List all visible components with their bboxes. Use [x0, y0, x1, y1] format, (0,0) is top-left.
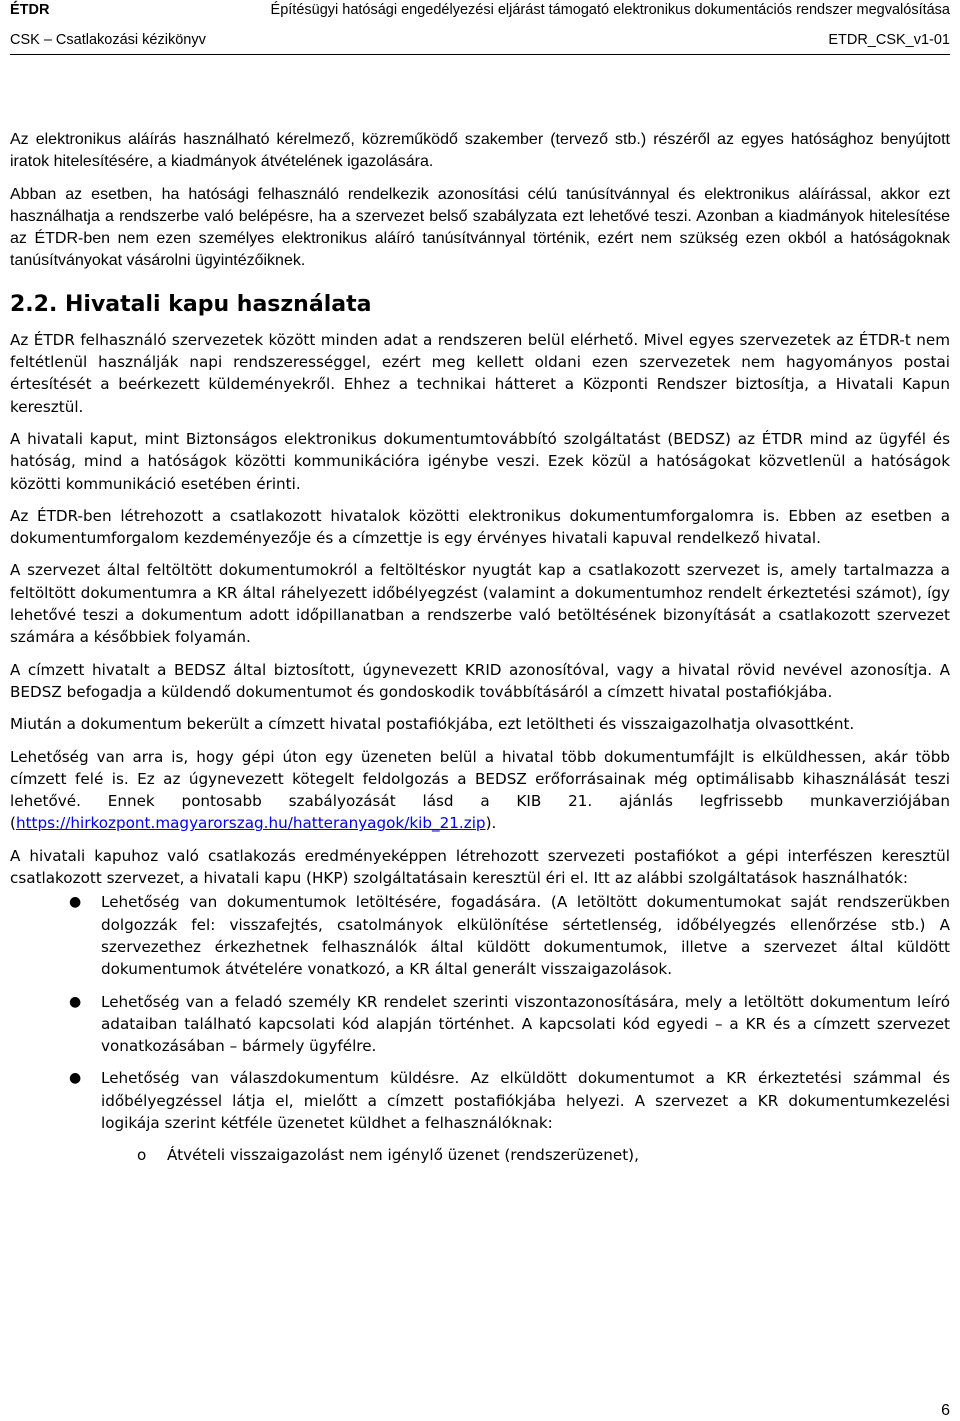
kib-21-link[interactable]: https://hirkozpont.magyarorszag.hu/hatteranyagok/kib_21.zip	[15, 814, 486, 833]
paragraph-electronic-signature: Az elektronikus aláírás használható kérelmező, közreműködő szakember (tervező stb.) részéről az egyes hatósághoz benyújtott iratok hitelesítésére, a kiadmányok átvételének igazolására.	[10, 131, 950, 171]
header-document-title: Építésügyi hatósági engedélyezési eljárást támogató elektronikus dokumentációs rendszer megvalósítása	[270, 2, 950, 18]
paragraph-bedsz: A hivatali kaput, mint Biztonságos elektronikus dokumentumtovábbító szolgáltatást (BEDSZ) az ÉTDR mind az ügyfél és hatóság, mind a hatóságok közötti kommunikációra igénybe veszi. Ezek közül a hatóságokat közvetlenül a hatóságok közötti kommunikáció esetében érinti.	[10, 429, 950, 493]
paragraph-services-intro: A hivatali kapuhoz való csatlakozás eredményeképpen létrehozott szervezeti postafiókot a gépi interfészen keresztül csatlakozott szervezet, a hivatali kapu (HKP) szolgáltatásain keresztül éri el. Itt az alábbi szolgáltatások használhatók:	[10, 846, 950, 888]
paren-open: (	[10, 814, 16, 833]
bullet-icon: ●	[69, 993, 82, 1010]
header-manual-name: CSK – Csatlakozási kézikönyv	[10, 32, 206, 48]
header-row-top	[10, 2, 950, 18]
list-item	[10, 991, 950, 1058]
batch-processing-text: Lehetőség van arra is, hogy gépi úton egy üzeneten belül a hivatal több dokumentumfájlt is elküldhessen, akár több címzett felé is. Ez az úgynevezett kötegelt feldolgozás a BEDSZ erőforrásainak még optimálisabb kihasználását teszi lehetővé. Ennek pontosabb szabályozását lásd a KIB 21. ajánlás legfrissebb munkaverziójában	[10, 747, 950, 811]
bullet-icon: ●	[69, 1070, 82, 1087]
header-divider	[10, 54, 950, 55]
paragraph-authority-user-certificate: Abban az esetben, ha hatósági felhasználó rendelkezik azonosítási célú tanúsítvánnyal és elektronikus aláírással, akkor ezt használhatja a rendszerbe való belépésre, ha a szervezet belső szabályzata ezt lehetővé teszi. Azonban a kiadmányok hitelesítése az ÉTDR-ben nem ezen személyes elektronikus aláíró tanúsítvánnyal történik, ezért nem szükség ezen okból a hatóságoknak tanúsítványokat vásárolni ügyintézőiknek.	[10, 185, 950, 270]
page-number: 6	[941, 1402, 950, 1419]
header-row-bottom	[10, 32, 950, 48]
circle-bullet-icon: o	[137, 1146, 147, 1165]
list-item	[10, 1067, 950, 1134]
bullet-icon: ●	[69, 894, 82, 911]
sub-list-item	[10, 1144, 950, 1166]
services-list	[10, 891, 950, 1134]
list-item-text: Lehetőség van dokumentumok letöltésére, fogadására. (A letöltött dokumentumokat saját rendszerükben dolgozzák fel: visszafejtés, csatolmányok elkülönítése sértetlenség, időbélyegzés ellenőrzése stb.) A szervezethez érkezhetnek felhasználók által küldött dokumentumok, illetve a szervezet által küldött dokumentumok átvételére vonatkozó, a KR által generált visszaigazolások.	[101, 893, 950, 979]
sub-list-item-text: Átvételi visszaigazolást nem igénylő üzenet (rendszerüzenet),	[167, 1146, 639, 1165]
section-heading: 2.2. Hivatali kapu használata	[10, 291, 372, 317]
list-item-text: Lehetőség van a feladó személy KR rendelet szerinti viszontazonosítására, mely a letöltött dokumentum leíró adataiban található kapcsolati kód alapján történhet. A kapcsolati kód egyedi – a KR és a címzett szervezet vonatkozásában – bármely ügyfélre.	[101, 992, 950, 1056]
paragraph-upload-receipt: A szervezet által feltöltött dokumentumokról a feltöltéskor nyugtát kap a csatlakozott szervezet is, amely tartalmazza a feltöltött dokumentumra a KR által ráhelyezett időbélyegzést (valamint a dokumentumhoz rendelt érkeztetési számot), így lehetővé teszi a dokumentum adott időpillanatban a rendszerbe való betöltésének bizonyítását a csatlakozott szervezet számára a későbbiek folyamán.	[10, 561, 950, 647]
paragraph-hivatali-kapu-intro: Az ÉTDR felhasználó szervezetek között minden adat a rendszeren belül elérhető. Mivel egyes szervezetek az ÉTDR-t nem feltétlenül használják napi rendszerességgel, ezért meg kellett oldani ezen szervezetek nem hagyományos postai értesítését a beérkezett küldeményekről. Ehhez a technikai hátteret a Központi Rendszer biztosítja, a Hivatali Kapun keresztül.	[10, 330, 950, 416]
paren-close: ).	[485, 814, 497, 833]
page-content	[10, 129, 950, 1167]
list-item	[10, 891, 950, 980]
message-types-list	[10, 1144, 950, 1166]
paragraph-mailbox-download: Miután a dokumentum bekerült a címzett hivatal postafiókjába, ezt letöltheti és visszaigazolhatja olvasottként.	[10, 715, 855, 734]
header-document-id: ETDR_CSK_v1-01	[828, 32, 950, 48]
paragraph-batch-processing	[10, 746, 950, 835]
paragraph-recipient-identification: A címzett hivatalt a BEDSZ által biztosított, úgynevezett KRID azonosítóval, vagy a hivatal rövid nevével azonosítja. A BEDSZ befogadja a küldendő dokumentumot és gondoskodik továbbításáról a címzett hivatal postafiókjába.	[10, 660, 950, 701]
paragraph-document-traffic: Az ÉTDR-ben létrehozott a csatlakozott hivatalok közötti elektronikus dokumentumforgalomra is. Ebben az esetben a dokumentumforgalom kezdeményezője és a címzettje is egy érvényes hivatali kapuval rendelkező hivatal.	[10, 506, 950, 548]
header-app-name: ÉTDR	[10, 2, 50, 18]
list-item-text: Lehetőség van válaszdokumentum küldésre. Az elküldött dokumentumot a KR érkeztetési számmal és időbélyegzéssel látja el, mielőtt a címzett postafiókjába helyezi. A szervezet a KR dokumentumkezelési logikája szerint kétféle üzenetet küldhet a felhasználóknak:	[101, 1069, 950, 1132]
